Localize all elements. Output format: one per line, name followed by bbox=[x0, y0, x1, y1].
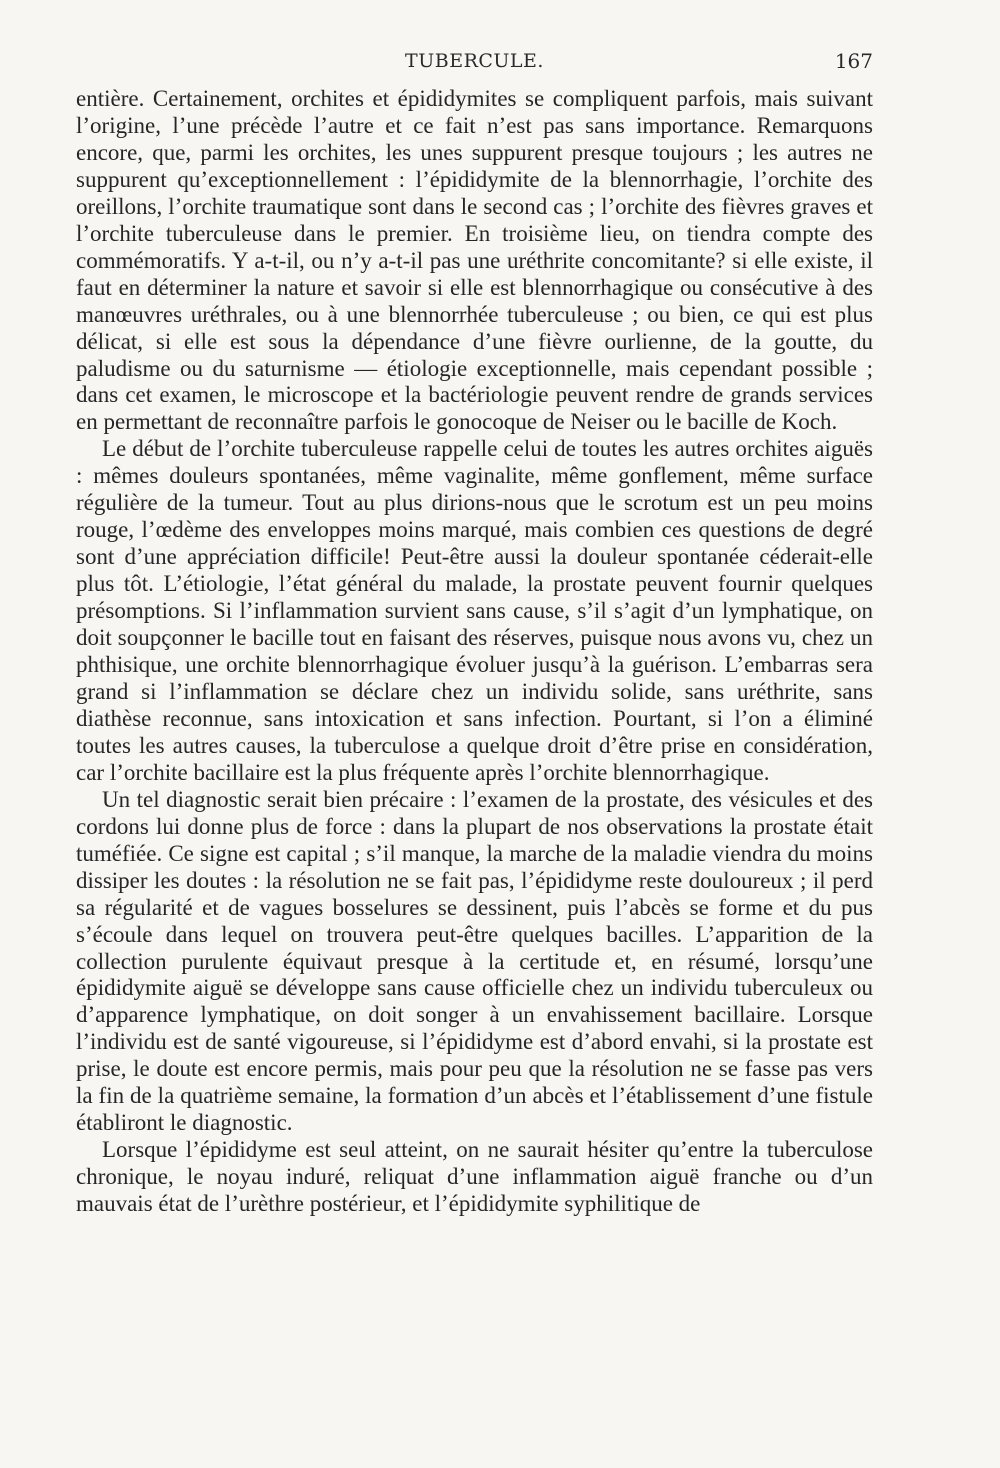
page-number: 167 bbox=[834, 49, 873, 73]
paragraph-1: entière. Certainement, orchites et épididymites se compliquent parfois, mais suivant l’origine, l’une précède l’autre et ce fait n’est pas sans importance. Remarquons encore, que, parmi les orchites, les unes suppurent presque toujours ; les autres ne suppurent qu’exceptionnellement : l’épididymite de la blennorrhagie, l’orchite des oreillons, l’orchite traumatique sont dans le second cas ; l’orchite des fièvres graves et l’orchite tuberculeuse dans le premier. En troisième lieu, on tiendra compte des commémoratifs. Y a-t-il, ou n’y a-t-il pas une uréthrite concomitante? si elle existe, il faut en déterminer la nature et savoir si elle est blennorrhagique ou consécutive à des manœuvres uréthrales, ou à une blennorrhée tuberculeuse ; ou bien, ce qui est plus délicat, si elle est sous la dépendance d’une fièvre ourlienne, de la goutte, du paludisme ou du saturnisme — étiologie exceptionnelle, mais cependant possible ; dans cet examen, le microscope et la bactériologie peuvent rendre de grands services en permettant de reconnaître parfois le gonocoque de Neiser ou le bacille de Koch. bbox=[76, 86, 873, 435]
body-text bbox=[76, 86, 873, 1218]
page-header bbox=[76, 44, 873, 78]
paragraph-2: Le début de l’orchite tuberculeuse rappelle celui de toutes les autres orchites aiguës : mêmes douleurs spontanées, même vaginalite, même gonflement, même surface régulière de la tumeur. Tout au plus dirions-nous que le scrotum est un peu moins rouge, l’œdème des enveloppes moins marqué, mais combien ces questions de degré sont d’une appréciation difficile! Peut-être aussi la douleur spontanée céderait-elle plus tôt. L’étiologie, l’état général du malade, la prostate peuvent fournir quelques présomptions. Si l’inflammation survient sans cause, s’il s’agit d’un lymphatique, on doit soupçonner le bacille tout en faisant des réserves, puisque nous avons vu, chez un phthisique, une orchite blennorrhagique évoluer jusqu’à la guérison. L’embarras sera grand si l’inflammation se déclare chez un individu solide, sans uréthrite, sans diathèse reconnue, sans intoxication et sans infection. Pourtant, si l’on a éliminé toutes les autres causes, la tuberculose a quelque droit d’être prise en considération, car l’orchite bacillaire est la plus fréquente après l’orchite blennorrhagique. bbox=[76, 436, 873, 785]
running-title: TUBERCULE. bbox=[405, 50, 544, 72]
paragraph-3: Un tel diagnostic serait bien précaire : l’examen de la prostate, des vésicules et des cordons lui donne plus de force : dans la plupart de nos observations la prostate était tuméfiée. Ce signe est capital ; s’il manque, la marche de la maladie viendra du moins dissiper les doutes : la résolution ne se fait pas, l’épididyme reste douloureux ; il perd sa régularité et de vagues bosselures se dessinent, puis l’abcès se forme et du pus s’écoule dans lequel on trouvera peut-être quelques bacilles. L’apparition de la collection purulente équivaut presque à la certitude et, en résumé, lorsqu’une épididymite aiguë se développe sans cause officielle chez un individu tuberculeux ou d’apparence lymphatique, on doit songer à un envahissement bacillaire. Lorsque l’individu est de santé vigoureuse, si l’épididyme est d’abord envahi, si la prostate est prise, le doute est encore permis, mais pour peu que la résolution ne se fasse pas vers la fin de la quatrième semaine, la formation d’un abcès et l’établissement d’une fistule établiront le diagnostic. bbox=[76, 786, 873, 1136]
paragraph-4: Lorsque l’épididyme est seul atteint, on ne saurait hésiter qu’entre la tuberculose chronique, le noyau induré, reliquat d’une inflammation aiguë franche ou d’un mauvais état de l’urèthre postérieur, et l’épididymite syphilitique de bbox=[76, 1137, 873, 1217]
